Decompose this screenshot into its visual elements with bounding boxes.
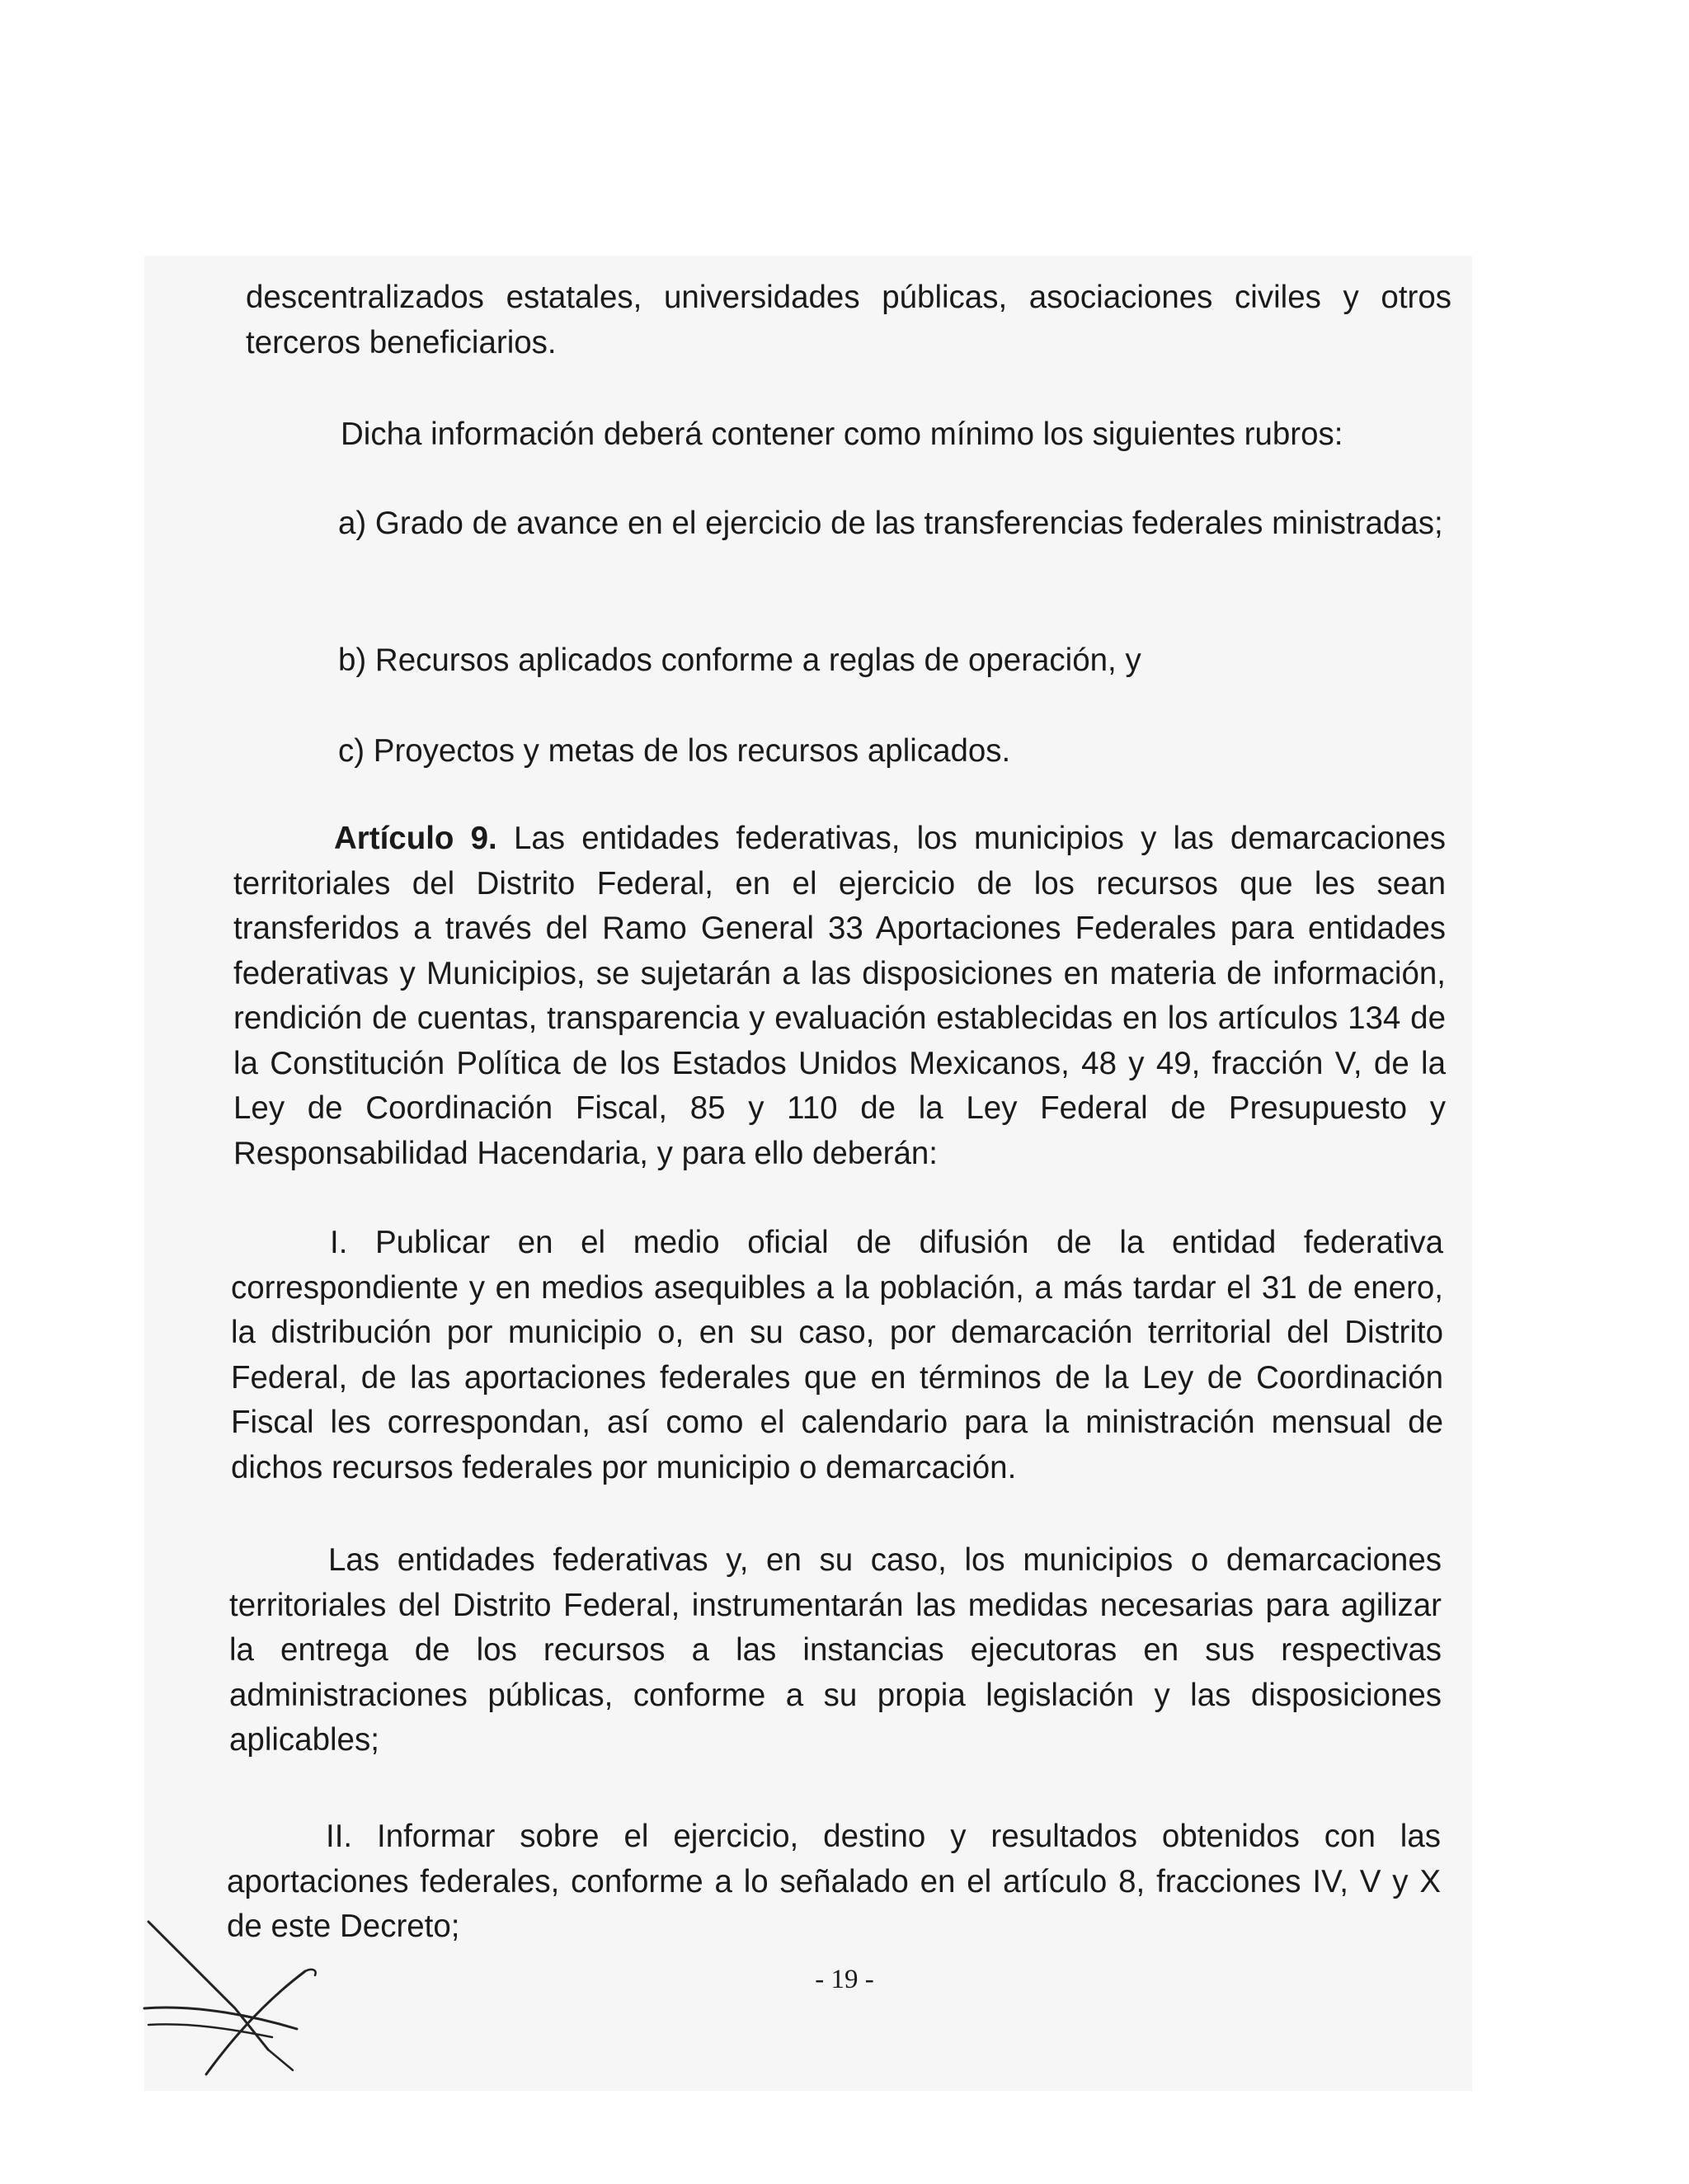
article-heading: Artículo 9. xyxy=(334,821,497,856)
item-a: a) Grado de avance en el ejercicio de las transferencias federales ministradas; xyxy=(338,506,1443,541)
fraction-i-paragraph-2: Las entidades federativas y, en su caso, los municipios o demarcaciones territoriales del Distrito Federal, instrumentarán las medidas necesarias para agilizar la entrega de los recursos a las instancias ejecutoras en sus respectivas administraciones públicas, conforme a su propia legislación y las disposiciones aplicables; xyxy=(229,1542,1442,1758)
item-b: b) Recursos aplicados conforme a reglas de operación, y xyxy=(338,642,1141,678)
item-c: c) Proyectos y metas de los recursos aplicados. xyxy=(338,733,1011,769)
page-number: - 19 - xyxy=(815,1965,874,1994)
article-body: Las entidades federativas, los municipios y las demarcaciones territoriales del Distrito Federal, en el ejercicio de los recursos que les sean transferidos a través del Ramo General 33 Aportaciones Federales para entidades federativas y Municipios, se sujetarán a las disposiciones en materia de información, rendición de cuentas, transparencia y evaluación establecidas en los artículos 134 de la Constitución Política de los Estados Unidos Mexicanos, 48 y 49, fracción V, de la Ley de Coordinación Fiscal, 85 y 110 de la Ley Federal de Presupuesto y Responsabilidad Hacendaria, y para ello deberán: xyxy=(233,821,1446,1171)
article-9 xyxy=(233,817,1446,1176)
signature-icon xyxy=(124,1897,330,2103)
fraction-i: I. Publicar en el medio oficial de difusión de la entidad federativa correspondiente y en medios asequibles a la población, a más tardar el 31 de enero, la distribución por municipio o, en su caso, por demarcación territorial del Distrito Federal, de las aportaciones federales que en términos de la Ley de Coordinación Fiscal les correspondan, así como el calendario para la ministración mensual de dichos recursos federales por municipio o demarcación. xyxy=(231,1225,1443,1485)
intro-continuation: descentralizados estatales, universidades públicas, asociaciones civiles y otros terceros beneficiarios. xyxy=(246,280,1451,360)
rubros-intro: Dicha información deberá contener como mínimo los siguientes rubros: xyxy=(341,417,1343,452)
fraction-ii: II. Informar sobre el ejercicio, destino y resultados obtenidos con las aportaciones federales, conforme a lo señalado en el artículo 8, fracciones IV, V y X de este Decreto; xyxy=(227,1819,1441,1944)
